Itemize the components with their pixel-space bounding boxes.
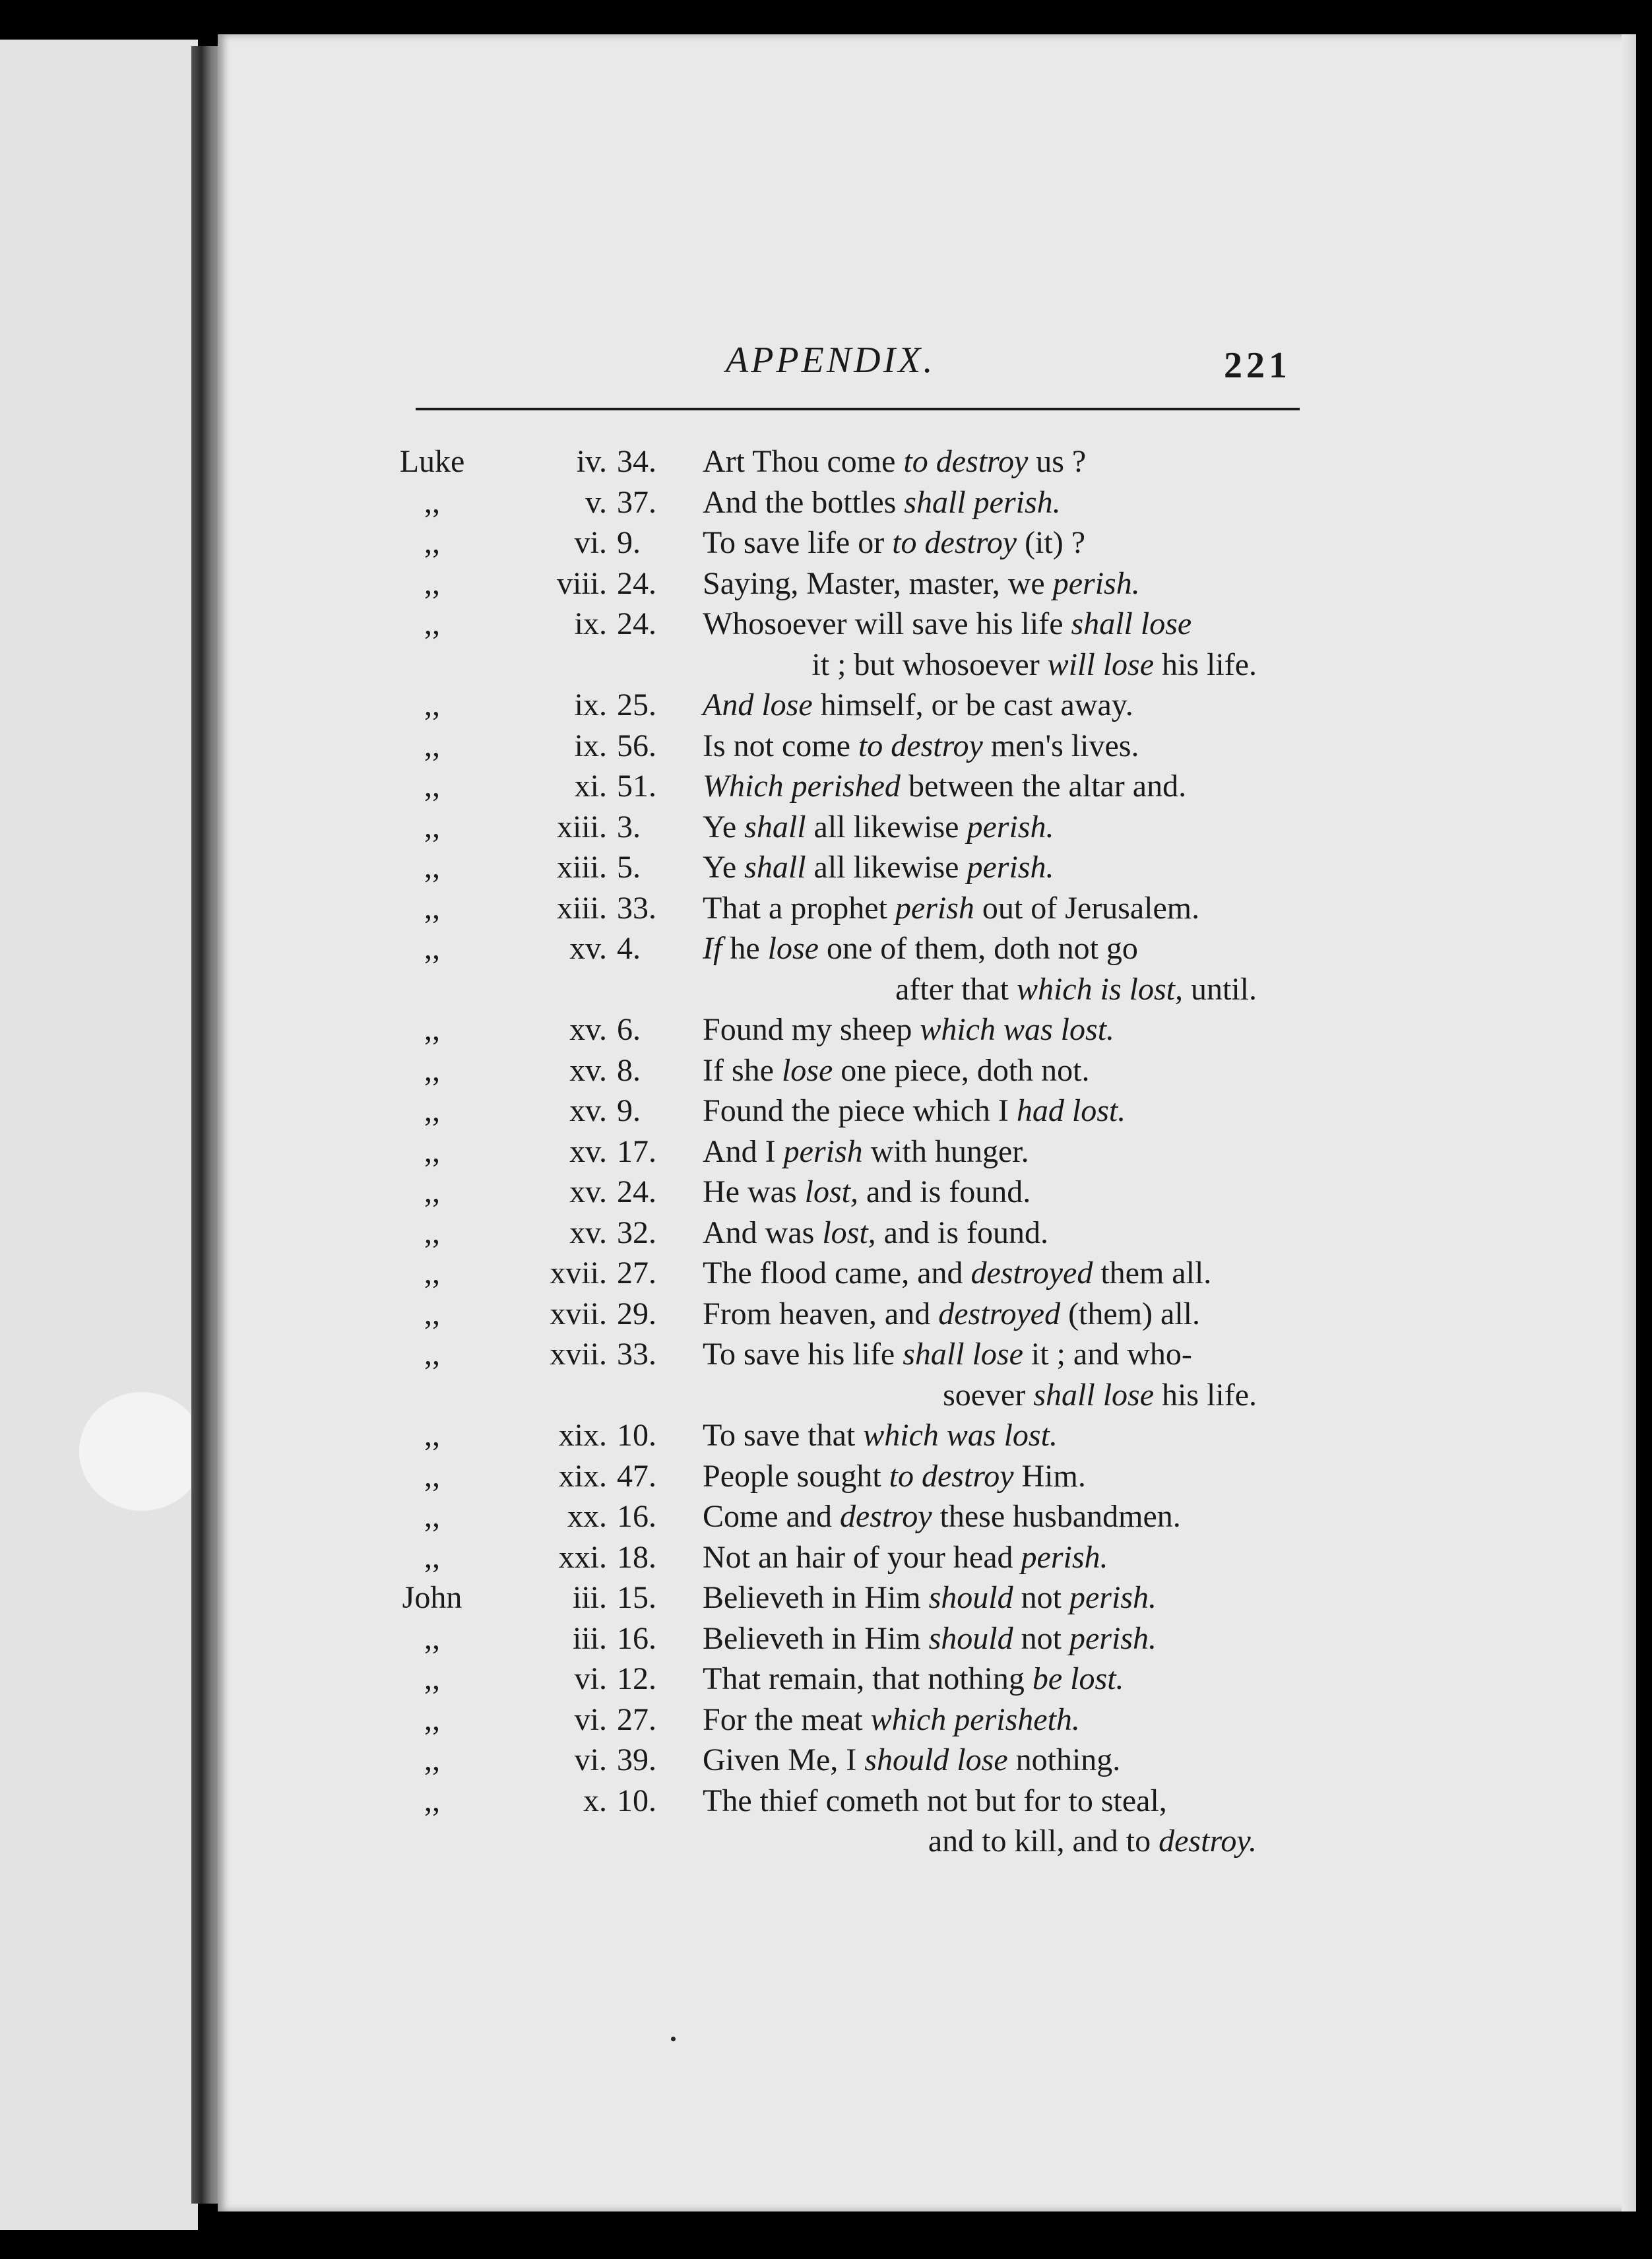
- entry-chapter: xix.: [558, 1458, 607, 1494]
- entry-text: [703, 1661, 1124, 1697]
- entry-verse: 12.: [617, 1661, 656, 1696]
- entry-text-roman: Found my sheep: [703, 1012, 920, 1047]
- entry-verse: 16.: [617, 1499, 656, 1534]
- entry-text-italic: destroy.: [1159, 1824, 1257, 1859]
- entry-text-roman: it ; and who-: [1023, 1337, 1192, 1372]
- entry-verse: 10.: [617, 1418, 656, 1453]
- entry-chapter: xxi.: [558, 1539, 607, 1575]
- entry-text: [703, 525, 1085, 561]
- entry-text-italic: perish: [783, 1133, 863, 1169]
- entry-verse: 25.: [617, 687, 656, 722]
- entry-text-roman: (it) ?: [1017, 525, 1086, 560]
- entry-chapter: vi.: [574, 525, 607, 560]
- concordance-list: [218, 443, 1636, 1864]
- entry-text-italic: destroyed: [970, 1256, 1093, 1290]
- entry-text-roman: If she: [703, 1052, 782, 1088]
- entry-text-italic: shall lose: [903, 1337, 1023, 1372]
- entry-continuation-line: [218, 971, 1636, 1012]
- entry-book: ,,: [424, 1337, 440, 1372]
- entry-chapter: vi.: [574, 1702, 607, 1737]
- entry-text-italic: which perisheth.: [870, 1702, 1080, 1737]
- entry-book: John: [402, 1580, 462, 1615]
- entry-row: [218, 1093, 1636, 1133]
- entry-book: ,,: [424, 1742, 440, 1777]
- entry-text: [703, 1133, 1029, 1170]
- entry-text: [703, 971, 1257, 1007]
- entry-chapter: xi.: [574, 769, 607, 804]
- entry-row: [218, 1174, 1636, 1215]
- entry-book: ,,: [424, 1215, 440, 1250]
- entry-row: [218, 849, 1636, 890]
- entry-chapter: ix.: [574, 687, 607, 722]
- entry-chapter: xvii.: [550, 1256, 607, 1290]
- entry-text-italic: shall: [744, 850, 806, 885]
- entry-text-italic: perish.: [967, 809, 1054, 844]
- entry-text-roman: one piece, doth not.: [833, 1052, 1090, 1088]
- running-head: [218, 339, 1636, 392]
- entry-chapter: iv.: [576, 444, 607, 479]
- entry-chapter: xv.: [569, 1133, 607, 1169]
- entry-continuation-line: [218, 1377, 1636, 1418]
- entry-text: [703, 1620, 1157, 1657]
- entry-text-roman: And was: [703, 1215, 823, 1250]
- entry-text: [703, 1823, 1257, 1859]
- entry-text: [703, 1377, 1257, 1413]
- entry-book: ,,: [424, 1499, 440, 1534]
- entry-text: [703, 1011, 1114, 1048]
- entry-text-roman: Not an hair of your head: [703, 1539, 1021, 1575]
- entry-text-roman: Ye: [703, 850, 745, 885]
- entry-book: ,,: [424, 1620, 440, 1656]
- entry-book: ,,: [424, 1093, 440, 1128]
- entry-book: ,,: [424, 1256, 440, 1290]
- entry-row: [218, 1742, 1636, 1783]
- entry-chapter: v.: [585, 484, 607, 520]
- entry-text-roman: From heaven, and: [703, 1296, 939, 1331]
- entry-text-italic: And lose: [703, 687, 813, 722]
- entry-text-roman: his life.: [1154, 647, 1257, 682]
- entry-text: [703, 849, 1054, 885]
- entry-chapter: xv.: [569, 931, 607, 966]
- entry-text-roman: he: [722, 931, 768, 966]
- entry-text-roman: himself, or be cast away.: [812, 687, 1133, 722]
- entry-text-roman: To save that: [703, 1418, 864, 1453]
- entry-chapter: xiii.: [556, 850, 607, 885]
- entry-text-roman: That remain, that nothing: [703, 1661, 1032, 1696]
- entry-text: [703, 809, 1054, 845]
- entry-text: [703, 687, 1133, 723]
- page: [218, 34, 1636, 2211]
- entry-text-italic: shall perish.: [904, 484, 1061, 520]
- entry-text: [703, 1093, 1126, 1129]
- entry-text-roman: between the altar and.: [900, 769, 1187, 804]
- entry-verse: 18.: [617, 1539, 656, 1575]
- entry-text-roman: That a prophet: [703, 890, 895, 926]
- entry-text-roman: his life.: [1154, 1377, 1257, 1413]
- entry-row: [218, 930, 1636, 971]
- entry-text: [703, 1296, 1200, 1332]
- entry-row: [218, 687, 1636, 728]
- entry-verse: 15.: [617, 1580, 656, 1615]
- entry-text-italic: should: [928, 1580, 1013, 1615]
- entry-verse: 10.: [617, 1783, 656, 1818]
- entry-chapter: xix.: [558, 1418, 607, 1453]
- entry-text-italic: perish.: [1069, 1620, 1157, 1656]
- entry-text-roman: these husbandmen.: [932, 1499, 1181, 1534]
- entry-text-italic: which was lost.: [920, 1012, 1115, 1047]
- entry-chapter: xv.: [569, 1012, 607, 1047]
- entry-text-roman: For the meat: [703, 1702, 871, 1737]
- entry-verse: 27.: [617, 1702, 656, 1737]
- entry-row: [218, 484, 1636, 525]
- entry-text-roman: To save his life: [703, 1337, 903, 1372]
- running-head-title: APPENDIX.: [726, 340, 936, 381]
- entry-text-roman: The thief cometh not but for to steal,: [703, 1783, 1167, 1818]
- entry-text: [703, 443, 1086, 480]
- entry-verse: 34.: [617, 444, 656, 479]
- entry-row: [218, 1336, 1636, 1377]
- entry-text-italic: perish: [895, 890, 974, 926]
- entry-book: Luke: [399, 444, 465, 479]
- entry-chapter: xv.: [569, 1215, 607, 1250]
- entry-verse: 39.: [617, 1742, 656, 1777]
- entry-text-italic: destroyed: [938, 1296, 1061, 1331]
- entry-row: [218, 1783, 1636, 1824]
- entry-text: [703, 1783, 1167, 1819]
- entry-book: ,,: [424, 769, 440, 804]
- entry-row: [218, 809, 1636, 850]
- entry-text: [703, 565, 1140, 602]
- entry-verse: 51.: [617, 769, 656, 804]
- entry-chapter: iii.: [572, 1580, 607, 1615]
- entry-text: [703, 606, 1191, 642]
- entry-text: [703, 1255, 1211, 1291]
- entry-chapter: xv.: [569, 1052, 607, 1088]
- entry-text-roman: men's lives.: [982, 728, 1139, 763]
- entry-text: [703, 768, 1186, 804]
- entry-book: ,,: [424, 890, 440, 926]
- entry-row: [218, 1579, 1636, 1620]
- entry-text-roman: Believeth in Him: [703, 1580, 929, 1615]
- entry-verse: 5.: [617, 850, 641, 885]
- entry-text-roman: it ; but whosoever: [811, 647, 1048, 682]
- entry-row: [218, 1133, 1636, 1174]
- entry-row: [218, 890, 1636, 931]
- entry-text-italic: perish.: [1069, 1580, 1157, 1615]
- entry-chapter: vi.: [574, 1661, 607, 1696]
- previous-page: [0, 40, 198, 2230]
- entry-chapter: xiii.: [556, 890, 607, 926]
- entry-book: ,,: [424, 931, 440, 966]
- entry-text-italic: perish.: [967, 850, 1054, 885]
- entry-text-roman: all likewise: [806, 809, 967, 844]
- entry-text-italic: which is lost,: [1016, 971, 1183, 1007]
- entry-text-roman: and to kill, and to: [928, 1824, 1159, 1859]
- entry-verse: 3.: [617, 809, 641, 844]
- entry-row: [218, 1215, 1636, 1256]
- entry-text-roman: out of Jerusalem.: [974, 890, 1200, 926]
- entry-row: [218, 1255, 1636, 1296]
- entry-verse: 9.: [617, 525, 641, 560]
- entry-book: ,,: [424, 1661, 440, 1696]
- entry-row: [218, 565, 1636, 606]
- entry-text-roman: The flood came, and: [703, 1256, 971, 1290]
- entry-text-roman: And the bottles: [703, 484, 905, 520]
- entry-text-italic: lost,: [822, 1215, 876, 1250]
- entry-verse: 24.: [617, 565, 656, 601]
- entry-text-roman: And I: [703, 1133, 784, 1169]
- entry-book: ,,: [424, 606, 440, 641]
- entry-text-roman: not: [1013, 1580, 1069, 1615]
- entry-verse: 29.: [617, 1296, 656, 1331]
- entry-text-roman: and is found.: [875, 1215, 1048, 1250]
- entry-book: ,,: [424, 1418, 440, 1453]
- entry-text-roman: To save life or: [703, 525, 893, 560]
- entry-book: ,,: [424, 1296, 440, 1331]
- entry-book: ,,: [424, 687, 440, 722]
- entry-text-roman: with hunger.: [862, 1133, 1029, 1169]
- entry-continuation-line: [218, 1823, 1636, 1864]
- entry-book: ,,: [424, 1702, 440, 1737]
- entry-text-roman: Saying, Master, master, we: [703, 565, 1053, 601]
- entry-text-roman: until.: [1182, 971, 1257, 1007]
- entry-text-italic: to destroy: [858, 728, 983, 763]
- entry-text-italic: perish.: [1021, 1539, 1108, 1575]
- entry-verse: 9.: [617, 1093, 641, 1128]
- entry-row: [218, 1620, 1636, 1661]
- entry-book: ,,: [424, 1539, 440, 1575]
- entry-book: ,,: [424, 1133, 440, 1169]
- entry-text-roman: after that: [895, 971, 1017, 1007]
- entry-text-roman: Believeth in Him: [703, 1620, 929, 1656]
- entry-chapter: xv.: [569, 1174, 607, 1209]
- entry-verse: 8.: [617, 1052, 641, 1088]
- entry-text: [703, 1539, 1108, 1575]
- entry-row: [218, 1052, 1636, 1093]
- entry-text-italic: be lost.: [1032, 1661, 1124, 1696]
- entry-book: ,,: [424, 728, 440, 763]
- entry-text-italic: should lose: [864, 1742, 1008, 1777]
- entry-text-italic: to destroy: [892, 525, 1017, 560]
- entry-text-italic: shall lose: [1071, 606, 1192, 641]
- entry-row: [218, 1702, 1636, 1742]
- entry-text: [703, 1579, 1157, 1616]
- entry-verse: 32.: [617, 1215, 656, 1250]
- entry-row: [218, 1296, 1636, 1337]
- entry-text-roman: Come and: [703, 1499, 840, 1534]
- entry-text-roman: People sought: [703, 1458, 889, 1494]
- entry-text: [703, 1498, 1181, 1535]
- entry-book: ,,: [424, 484, 440, 520]
- entry-verse: 4.: [617, 931, 641, 966]
- header-rule: [416, 408, 1300, 410]
- entry-text-italic: to destroy: [903, 444, 1029, 479]
- entry-verse: 24.: [617, 1174, 656, 1209]
- entry-chapter: xiii.: [556, 809, 607, 844]
- entry-text: [703, 1417, 1058, 1453]
- entry-text: [703, 647, 1257, 683]
- entry-verse: 6.: [617, 1012, 641, 1047]
- entry-text-roman: not: [1013, 1620, 1069, 1656]
- entry-chapter: xx.: [567, 1499, 607, 1534]
- entry-verse: 47.: [617, 1458, 656, 1494]
- entry-chapter: iii.: [572, 1620, 607, 1656]
- entry-row: [218, 1458, 1636, 1499]
- entry-text-italic: lost,: [804, 1174, 858, 1209]
- entry-chapter: xvii.: [550, 1337, 607, 1372]
- entry-book: ,,: [424, 809, 440, 844]
- entry-text-roman: Him.: [1013, 1458, 1086, 1494]
- entry-text: [703, 1174, 1031, 1210]
- entry-text-roman: Ye: [703, 809, 745, 844]
- entry-book: ,,: [424, 850, 440, 885]
- entry-text: [703, 930, 1138, 967]
- paper-stain: [79, 1392, 205, 1511]
- entry-verse: 17.: [617, 1133, 656, 1169]
- entry-text-italic: If: [703, 931, 722, 966]
- entry-row: [218, 1417, 1636, 1458]
- entry-text-roman: us ?: [1028, 444, 1087, 479]
- entry-chapter: vi.: [574, 1742, 607, 1777]
- entry-text: [703, 890, 1199, 926]
- entry-book: ,,: [424, 1012, 440, 1047]
- entry-text-roman: one of them, doth not go: [818, 931, 1138, 966]
- entry-chapter: viii.: [556, 565, 607, 601]
- entry-text: [703, 728, 1139, 764]
- entry-book: ,,: [424, 1458, 440, 1494]
- entry-text: [703, 1215, 1048, 1251]
- entry-text-roman: Is not come: [703, 728, 858, 763]
- entry-book: ,,: [424, 1783, 440, 1818]
- entry-text-italic: shall lose: [1033, 1377, 1155, 1413]
- entry-text: [703, 1052, 1090, 1089]
- entry-row: [218, 1011, 1636, 1052]
- entry-text-italic: lose: [767, 931, 819, 966]
- entry-text-roman: soever: [943, 1377, 1034, 1413]
- entry-row: [218, 1539, 1636, 1580]
- entry-text: [703, 1742, 1120, 1778]
- entry-row: [218, 768, 1636, 809]
- entry-book: ,,: [424, 1052, 440, 1088]
- entry-text-roman: nothing.: [1007, 1742, 1121, 1777]
- entry-text-italic: should: [928, 1620, 1013, 1656]
- entry-text-italic: lose: [781, 1052, 833, 1088]
- entry-chapter: xvii.: [550, 1296, 607, 1331]
- entry-text-italic: which was lost.: [863, 1418, 1058, 1453]
- entry-row: [218, 606, 1636, 647]
- entry-verse: 33.: [617, 1337, 656, 1372]
- page-number: 221: [1224, 345, 1291, 386]
- entry-verse: 56.: [617, 728, 656, 763]
- entry-text-roman: Whosoever will save his life: [703, 606, 1071, 641]
- entry-chapter: ix.: [574, 728, 607, 763]
- entry-chapter: ix.: [574, 606, 607, 641]
- entry-text: [703, 484, 1061, 521]
- entry-text: [703, 1702, 1080, 1738]
- entry-chapter: xv.: [569, 1093, 607, 1128]
- ink-dot: [671, 2037, 676, 2041]
- entry-book: ,,: [424, 525, 440, 560]
- entry-text-roman: Art Thou come: [703, 444, 904, 479]
- entry-verse: 33.: [617, 890, 656, 926]
- entry-verse: 24.: [617, 606, 656, 641]
- entry-text-roman: Given Me, I: [703, 1742, 865, 1777]
- entry-text-roman: and is found.: [858, 1174, 1031, 1209]
- entry-text-italic: shall: [744, 809, 806, 844]
- entry-text: [703, 1458, 1086, 1494]
- entry-row: [218, 1498, 1636, 1539]
- entry-book: ,,: [424, 1174, 440, 1209]
- entry-verse: 37.: [617, 484, 656, 520]
- entry-row: [218, 443, 1636, 484]
- entry-text: [703, 1336, 1192, 1372]
- entry-row: [218, 1661, 1636, 1702]
- entry-text-italic: will lose: [1047, 647, 1155, 682]
- entry-text-roman: (them) all.: [1060, 1296, 1200, 1331]
- entry-book: ,,: [424, 565, 440, 601]
- entry-continuation-line: [218, 647, 1636, 687]
- entry-verse: 27.: [617, 1256, 656, 1290]
- entry-chapter: x.: [583, 1783, 607, 1818]
- entry-text-roman: all likewise: [806, 850, 967, 885]
- entry-row: [218, 525, 1636, 565]
- entry-row: [218, 728, 1636, 769]
- entry-text-italic: destroy: [839, 1499, 932, 1534]
- entry-verse: 16.: [617, 1620, 656, 1656]
- entry-text-italic: to destroy: [889, 1458, 1014, 1494]
- entry-text-roman: Found the piece which I: [703, 1093, 1017, 1128]
- entry-text-roman: them all.: [1093, 1256, 1212, 1290]
- entry-text-roman: He was: [703, 1174, 805, 1209]
- entry-text-italic: Which perished: [703, 769, 901, 804]
- entry-text-italic: perish.: [1052, 565, 1140, 601]
- entry-text-italic: had lost.: [1016, 1093, 1126, 1128]
